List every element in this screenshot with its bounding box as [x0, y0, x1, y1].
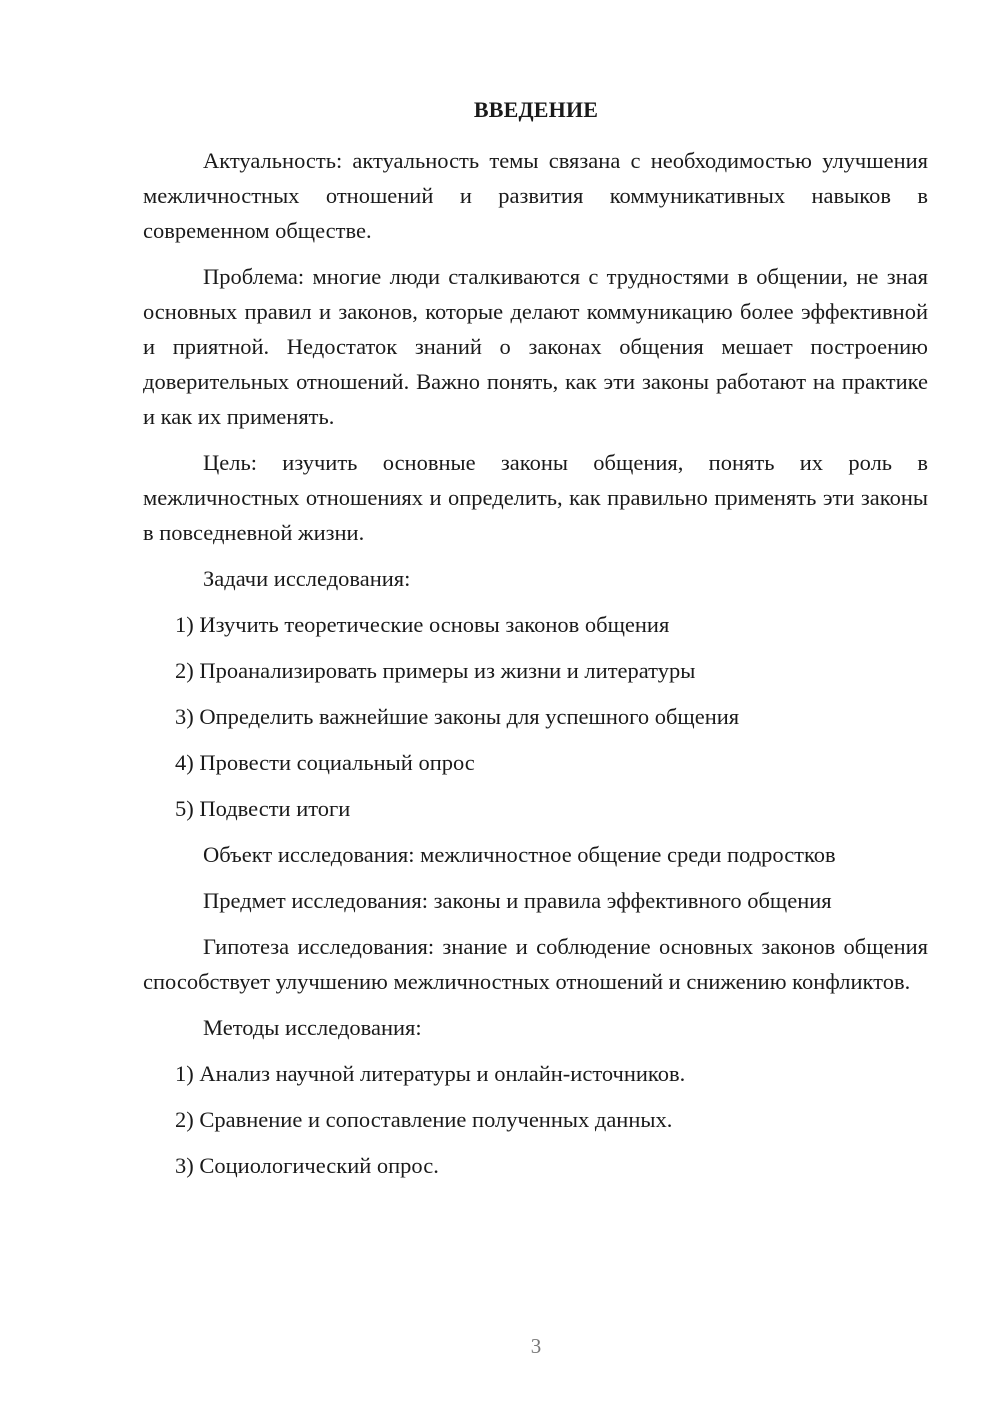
- task-item-1: 1) Изучить теоретические основы законов общения: [175, 612, 670, 637]
- problem-paragraph: Проблема: многие люди сталкиваются с трудностями в общении, не зная основных правил и законов, которые делают коммуникацию более эффективной и приятной. Недостаток знаний о законах общения мешает построению доверительных отношений. Важно понять, как эти законы работают на практике и как их применять.: [143, 264, 928, 429]
- methods-title: Методы исследования:: [203, 1015, 422, 1040]
- task-item-4: 4) Провести социальный опрос: [175, 750, 475, 775]
- task-item-3: 3) Определить важнейшие законы для успешного общения: [175, 704, 740, 729]
- hypothesis-paragraph: Гипотеза исследования: знание и соблюдение основных законов общения способствует улучшению межличностных отношений и снижению конфликтов.: [143, 934, 928, 994]
- document-body: [143, 143, 928, 1194]
- subject-line: Предмет исследования: законы и правила эффективного общения: [203, 888, 832, 913]
- page-number: 3: [530, 1334, 542, 1358]
- goal-paragraph: Цель: изучить основные законы общения, понять их роль в межличностных отношениях и определить, как правильно применять эти законы в повседневной жизни.: [143, 450, 928, 545]
- method-item-2: 2) Сравнение и сопоставление полученных данных.: [175, 1107, 673, 1132]
- tasks-title: Задачи исследования:: [203, 566, 411, 591]
- object-line: Объект исследования: межличностное общение среди подростков: [203, 842, 836, 867]
- method-item-1: 1) Анализ научной литературы и онлайн-источников.: [175, 1061, 686, 1086]
- task-item-2: 2) Проанализировать примеры из жизни и литературы: [175, 658, 696, 683]
- actuality-paragraph: Актуальность: актуальность темы связана с необходимостью улучшения межличностных отношений и развития коммуникативных навыков в современном обществе.: [143, 148, 928, 243]
- method-item-3: 3) Социологический опрос.: [175, 1153, 439, 1178]
- section-heading: ВВЕДЕНИЕ: [473, 97, 599, 122]
- task-item-5: 5) Подвести итоги: [175, 796, 351, 821]
